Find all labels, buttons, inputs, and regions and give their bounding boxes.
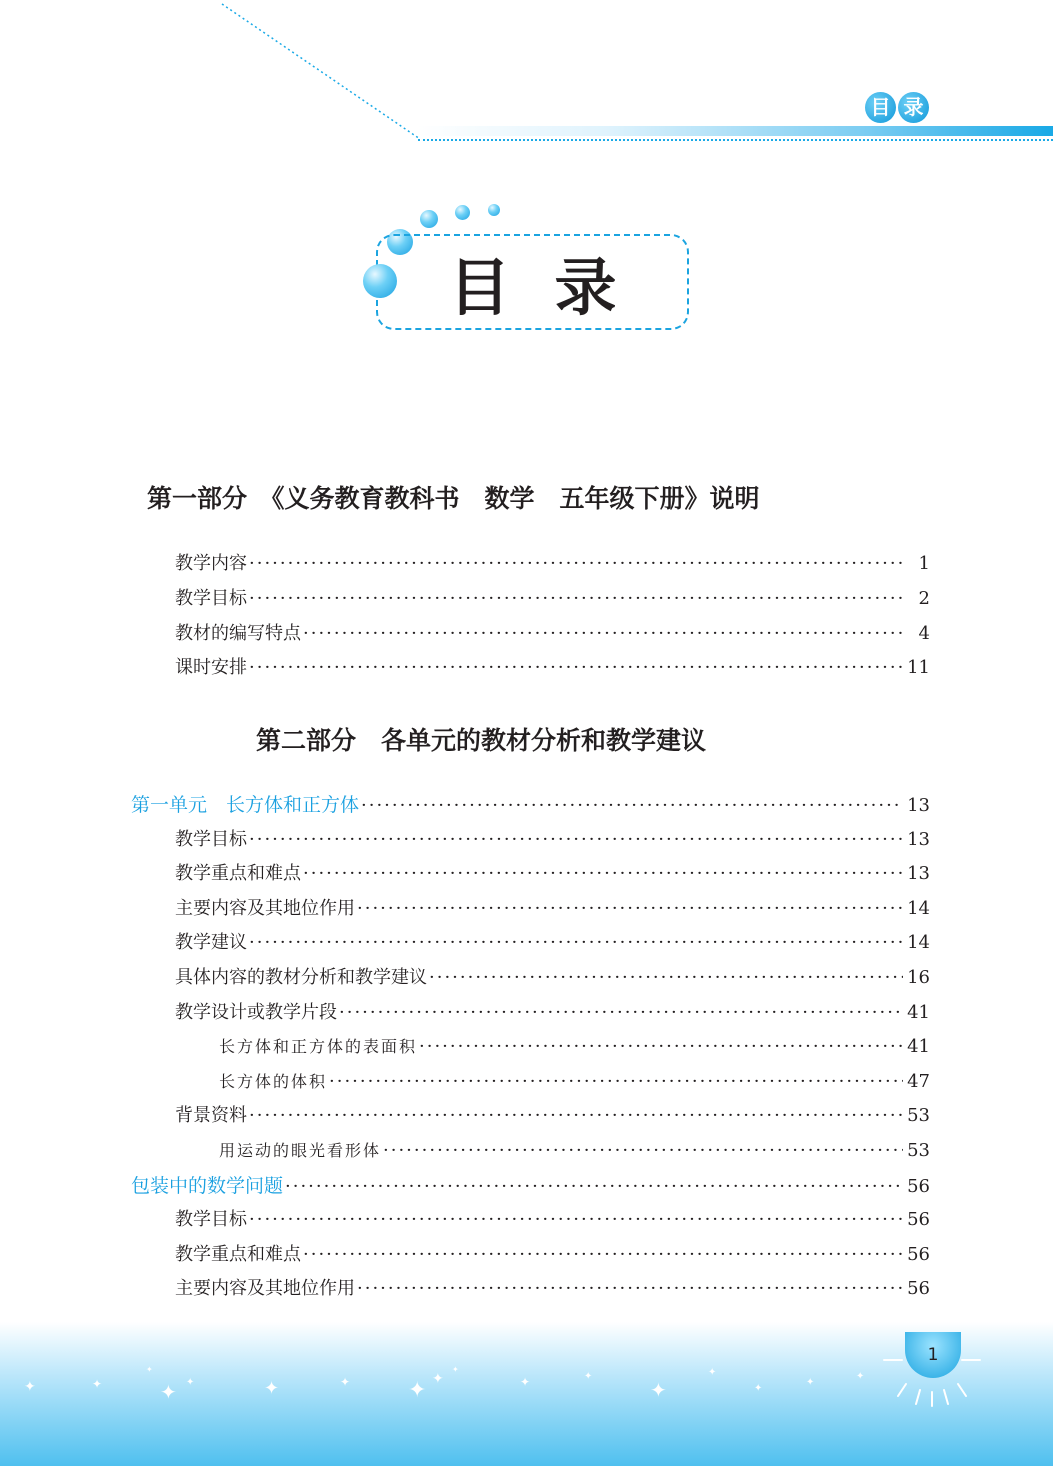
toc-page-number: 56 — [907, 1243, 930, 1265]
sparkle-icon: ✦ — [650, 1378, 667, 1402]
toc-entry-label: 教学目标 — [175, 1209, 247, 1231]
toc-entry-label: 第一单元 长方体和正方体 — [131, 794, 360, 816]
page-number-badge — [905, 1332, 961, 1378]
sparkle-icon: ✦ — [806, 1377, 815, 1388]
toc-section-entry[interactable] — [131, 792, 930, 818]
page-title: 目录 — [448, 250, 661, 324]
toc-page-number: 41 — [907, 1036, 930, 1058]
toc-dot-leader — [329, 1069, 903, 1095]
header-gradient-bar — [418, 126, 1053, 136]
sparkle-icon: ✦ — [432, 1371, 444, 1387]
sparkle-icon: ✦ — [520, 1375, 531, 1389]
toc-page-number: 56 — [907, 1175, 930, 1197]
toc-page-number: 2 — [918, 587, 930, 609]
toc-dot-leader — [285, 1174, 903, 1200]
toc-entry[interactable] — [175, 621, 930, 647]
toc-entry[interactable] — [175, 930, 930, 956]
toc-entry[interactable] — [219, 1069, 930, 1095]
toc-entry-label: 教学目标 — [175, 587, 247, 609]
toc-page-number: 16 — [907, 967, 930, 988]
toc-entry[interactable] — [175, 827, 930, 853]
toc-page-number: 56 — [907, 1278, 930, 1300]
toc-dot-leader — [357, 896, 903, 922]
toc-dot-leader — [429, 965, 903, 991]
toc-page-number: 1 — [918, 553, 930, 574]
toc-page-number: 14 — [907, 932, 930, 954]
header-badge-char-2: 录 — [898, 92, 929, 123]
toc-entry-label: 教学重点和难点 — [175, 863, 301, 885]
toc-dot-leader — [249, 1103, 903, 1129]
part2-heading: 第二部分 各单元的教材分析和教学建议 — [256, 726, 707, 755]
sparkle-icon: ✦ — [408, 1378, 427, 1403]
sparkle-icon: ✦ — [160, 1380, 177, 1404]
toc-entry-label: 具体内容的教材分析和教学建议 — [175, 967, 427, 988]
toc-section-entry[interactable] — [131, 1173, 930, 1199]
toc-entry[interactable] — [175, 1276, 930, 1302]
toc-page-number: 13 — [907, 795, 930, 816]
sparkle-icon: ✦ — [92, 1377, 103, 1391]
toc-dot-leader — [361, 793, 903, 819]
toc-page-number: 53 — [907, 1105, 930, 1127]
toc-entry[interactable] — [175, 861, 930, 887]
decor-bubble — [363, 264, 397, 298]
toc-dot-leader — [249, 1207, 903, 1233]
toc-entry-label: 教学建议 — [175, 932, 247, 954]
header-badge-char-1: 目 — [865, 92, 896, 123]
toc-entry-label: 主要内容及其地位作用 — [175, 1278, 355, 1300]
toc-page-number: 14 — [907, 897, 930, 919]
toc-entry-label: 包装中的数学问题 — [131, 1174, 284, 1197]
toc-page-number: 41 — [907, 1001, 930, 1023]
toc-entry-label: 课时安排 — [175, 657, 247, 679]
toc-dot-leader — [383, 1138, 903, 1164]
toc-page-number: 13 — [907, 863, 930, 885]
toc-entry-label: 背景资料 — [175, 1105, 247, 1127]
toc-entry[interactable] — [175, 1242, 930, 1268]
toc-dot-leader — [249, 930, 903, 956]
sparkle-icon: ✦ — [186, 1377, 195, 1388]
sparkle-icon: ✦ — [708, 1367, 717, 1378]
toc-entry[interactable] — [175, 1000, 930, 1026]
toc-page-number: 11 — [907, 657, 930, 679]
title-frame — [376, 234, 689, 330]
toc-dot-leader — [249, 827, 903, 853]
toc-dot-leader — [419, 1034, 903, 1060]
header-section-badge — [865, 92, 929, 123]
decor-bubble — [420, 210, 438, 228]
toc-entry[interactable] — [175, 965, 930, 991]
part1-heading: 第一部分 《义务教育教科书 数学 五年级下册》说明 — [147, 484, 760, 513]
sparkle-icon: ✦ — [146, 1365, 153, 1374]
toc-dot-leader — [249, 586, 904, 612]
sparkle-icon: ✦ — [754, 1383, 763, 1394]
toc-entry-label: 教学重点和难点 — [175, 1243, 301, 1265]
toc-page-number: 4 — [918, 622, 930, 644]
toc-dot-leader — [303, 861, 903, 887]
sparkle-icon: ✦ — [264, 1378, 280, 1399]
toc-entry-label: 教材的编写特点 — [175, 622, 301, 644]
toc-entry-label: 长方体和正方体的表面积 — [219, 1037, 418, 1057]
toc-entry[interactable] — [175, 1103, 930, 1129]
toc-page-number: 47 — [907, 1070, 930, 1092]
toc-dot-leader — [339, 1000, 903, 1026]
header-dotted-line — [418, 139, 1053, 141]
toc-entry[interactable] — [175, 586, 930, 612]
sparkle-icon: ✦ — [340, 1375, 351, 1389]
toc-entry-label: 教学目标 — [175, 828, 247, 850]
sparkle-icon: ✦ — [452, 1365, 459, 1374]
decor-bubble — [455, 205, 470, 220]
toc-entry-label: 教学内容 — [175, 553, 247, 574]
toc-entry[interactable] — [175, 896, 930, 922]
toc-entry[interactable] — [219, 1034, 930, 1060]
toc-entry[interactable] — [175, 655, 930, 681]
toc-page-number: 13 — [907, 828, 930, 850]
toc-entry[interactable] — [219, 1138, 930, 1164]
page-number: 1 — [905, 1332, 961, 1378]
toc-dot-leader — [249, 551, 904, 577]
toc-page-number: 53 — [907, 1140, 930, 1161]
toc-entry-label: 主要内容及其地位作用 — [175, 897, 355, 919]
decor-bubble — [488, 204, 500, 216]
toc-entry[interactable] — [175, 1207, 930, 1233]
toc-entry-label: 教学设计或教学片段 — [175, 1001, 337, 1023]
toc-page-number: 56 — [907, 1209, 930, 1231]
toc-dot-leader — [303, 621, 904, 647]
sparkle-icon: ✦ — [584, 1371, 593, 1382]
sparkle-icon: ✦ — [856, 1371, 865, 1382]
toc-dot-leader — [303, 1242, 903, 1268]
toc-entry-label: 长方体的体积 — [219, 1071, 328, 1091]
toc-dot-leader — [249, 655, 903, 681]
toc-dot-leader — [357, 1276, 903, 1302]
sparkle-icon: ✦ — [24, 1379, 36, 1395]
toc-entry[interactable] — [175, 551, 930, 577]
toc-entry-label: 用运动的眼光看形体 — [219, 1141, 382, 1160]
